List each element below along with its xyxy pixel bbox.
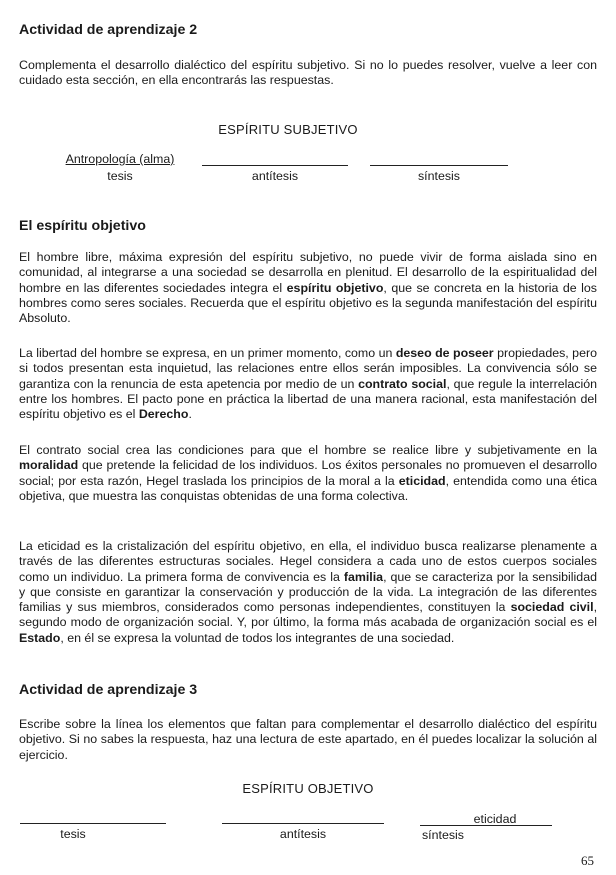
activity-3-blank-tesis[interactable]	[20, 808, 166, 844]
paragraph-1: El hombre libre, máxima expresión del espíritu subjetivo, no puede vivir de forma aislada sino en comunidad, al integrarse a una sociedad se desarrolla en plenitud. El desarrollo de la espiritualidad del hombre en las diferentes sociedades integra el espíritu objetivo, que se concreta en la historia de los hombres como seres sociales. Recuerda que el espíritu objetivo es la segunda manifestación del espíritu Absoluto.	[19, 250, 597, 326]
section-heading: El espíritu objetivo	[19, 218, 146, 234]
paragraph-2: La libertad del hombre se expresa, en un primer momento, como un deseo de poseer propiedades, pero si todos presentan esta inquietud, las relaciones entre ellos serán imposibles. La convivencia sólo se garantiza con la renuncia de esta apetencia por medio de un contrato social, que regule la interrelación entre los hombres. El pacto pone en práctica la libertad de una manera racional, esta manifestación del espíritu objetivo es el Derecho.	[19, 346, 597, 422]
blank-label: antítesis	[279, 827, 327, 841]
blank-label: síntesis	[417, 169, 460, 183]
activity-2-blank-sintesis[interactable]	[370, 150, 508, 186]
activity-2-instructions: Complementa el desarrollo dialéctico del espíritu subjetivo. Si no lo puedes resolver, vuelve a leer con cuidado esta sección, en ella encontrarás las respuestas.	[19, 58, 597, 88]
paragraph-4: La eticidad es la cristalización del espíritu objetivo, en ella, el individuo busca realizarse plenamente a través de las diferentes estructuras sociales. Hegel considera a cada uno de estos cuerpos sociales como un individuo. La primera forma de convivencia es la familia, que se caracteriza por la sensibilidad y que consiste en garantizar la conservación y producción de la vida. La integración de las diferentes familias y sus miembros, considerados como personas independientes, constituyen la sociedad civil, segundo modo de organización social. Y, por último, la forma más acabada de organización social es el Estado, en él se expresa la voluntad de todos los integrantes de una sociedad.	[19, 539, 598, 645]
activity-2-blank-antitesis[interactable]	[202, 150, 348, 186]
activity-2-blank-tesis[interactable]	[56, 150, 184, 186]
blank-line	[222, 823, 384, 824]
blank-line	[370, 165, 508, 166]
blank-label: antítesis	[251, 169, 299, 183]
blank-label: tesis	[60, 827, 86, 841]
page-number: 65	[581, 853, 594, 868]
paragraph-3: El contrato social crea las condiciones para que el hombre se realice libre y subjetivamente en la moralidad que pretende la felicidad de los individuos. Los éxitos personales no promueven el desarrollo social; por esta razón, Hegel traslada los principios de la moral a la eticidad, entendida como una ética objetiva, que muestra las conquistas obtenidas de una forma colectiva.	[19, 443, 597, 503]
blank-value: eticidad	[473, 812, 517, 826]
blank-value: Antropología (alma)	[65, 152, 175, 166]
activity-3-blank-antitesis[interactable]	[222, 808, 384, 844]
activity-2-heading: Actividad de aprendizaje 2	[19, 22, 198, 38]
blank-label: tesis	[107, 169, 133, 183]
blank-line	[202, 165, 348, 166]
blank-line	[20, 823, 166, 824]
activity-3-diagram-title: ESPÍRITU OBJETIVO	[242, 781, 374, 796]
blank-label: síntesis	[421, 828, 464, 842]
activity-3-blank-sintesis[interactable]	[420, 808, 552, 844]
activity-3-heading: Actividad de aprendizaje 3	[19, 682, 198, 698]
activity-2-diagram-title: ESPÍRITU SUBJETIVO	[218, 122, 358, 137]
activity-3-instructions: Escribe sobre la línea los elementos que faltan para complementar el desarrollo dialéctico del espíritu objetivo. Si no sabes la respuesta, haz una lectura de este apartado, en él puedes localizar la solución al ejercicio.	[19, 717, 597, 762]
